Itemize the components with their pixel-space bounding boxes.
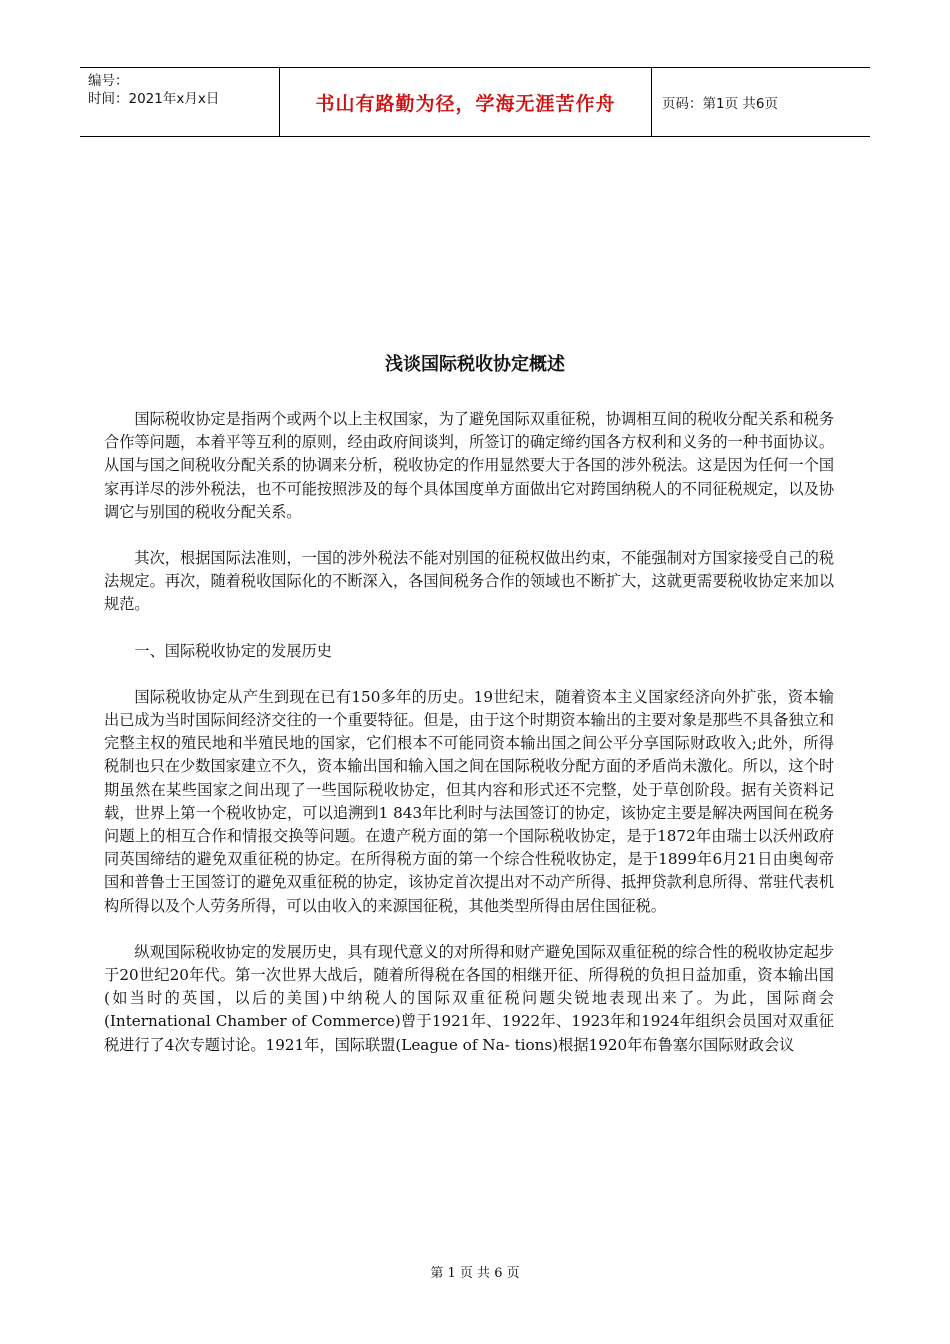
document-title: 浅谈国际税收协定概述 (385, 354, 565, 375)
page-footer: 第 1 页 共 6 页 (430, 1266, 520, 1281)
header-page-info: 页码：第1页 共6页 (662, 96, 778, 112)
document-body (104, 408, 834, 1080)
number-label: 编号： (88, 73, 129, 89)
header-meta (80, 68, 280, 136)
header-motto: 书山有路勤为径，学海无涯苦作舟 (280, 68, 652, 136)
time-label: 时间：2021年x月x日 (88, 91, 220, 107)
paragraph: 纵观国际税收协定的发展历史，具有现代意义的对所得和财产避免国际双重征税的综合性的税收协定起步于20世纪20年代。第一次世界大战后，随着所得税在各国的相继开征、所得税的负担日益加重，资本输出国(如当时的英国，以后的美国)中纳税人的国际双重征税问题尖锐地表现出来了。为此，国际商会(International Chamber of Commerce)曾于1921年、1922年、1923年和1924年组织会员国对双重征税进行了4次专题讨论。1921年，国际联盟(League of Na- tions)根据1920年布鲁塞尔国际财政会议 (104, 942, 834, 1054)
paragraph: 国际税收协定是指两个或两个以上主权国家，为了避免国际双重征税，协调相互间的税收分配关系和税务合作等问题，本着平等互利的原则，经由政府间谈判，所签订的确定缔约国各方权利和义务的一种书面协议。从国与国之间税收分配关系的协调来分析，税收协定的作用显然要大于各国的涉外税法。这是因为任何一个国家再详尽的涉外税法，也不可能按照涉及的每个具体国度单方面做出它对跨国纳税人的不同征税规定，以及协调它与别国的税收分配关系。 (104, 410, 834, 521)
section-heading: 一、国际税收协定的发展历史 (134, 641, 332, 660)
paragraph: 国际税收协定从产生到现在已有150多年的历史。19世纪末，随着资本主义国家经济向外扩张，资本输出已成为当时国际间经济交往的一个重要特征。但是，由于这个时期资本输出的主要对象是那些不具备独立和完整主权的殖民地和半殖民地的国家，它们根本不可能同资本输出国之间公平分享国际财政收入;此外，所得税制也只在少数国家建立不久，资本输出国和输入国之间在国际税收分配方面的矛盾尚未激化。所以，这个时期虽然在某些国家之间出现了一些国际税收协定，但其内容和形式还不完整，处于草创阶段。据有关资料记载，世界上第一个税收协定，可以追溯到1 843年比利时与法国签订的协定，该协定主要是解决两国间在税务问题上的相互合作和情报交换等问题。在遗产税方面的第一个国际税收协定，是于1872年由瑞士以沃州政府同英国缔结的避免双重征税的协定。在所得税方面的第一个综合性税收协定，是于1899年6月21日由奥匈帝国和普鲁士王国签订的避免双重征税的协定，该协定首次提出对不动产所得、抵押贷款利息所得、常驻代表机构所得以及个人劳务所得，可以由收入的来源国征税，其他类型所得由居住国征税。 (104, 687, 834, 915)
page-header (80, 67, 870, 137)
paragraph: 其次，根据国际法准则，一国的涉外税法不能对别国的征税权做出约束，不能强制对方国家接受自己的税法规定。再次，随着税收国际化的不断深入，各国间税务合作的领域也不断扩大，这就更需要税收协定来加以规范。 (104, 549, 834, 614)
